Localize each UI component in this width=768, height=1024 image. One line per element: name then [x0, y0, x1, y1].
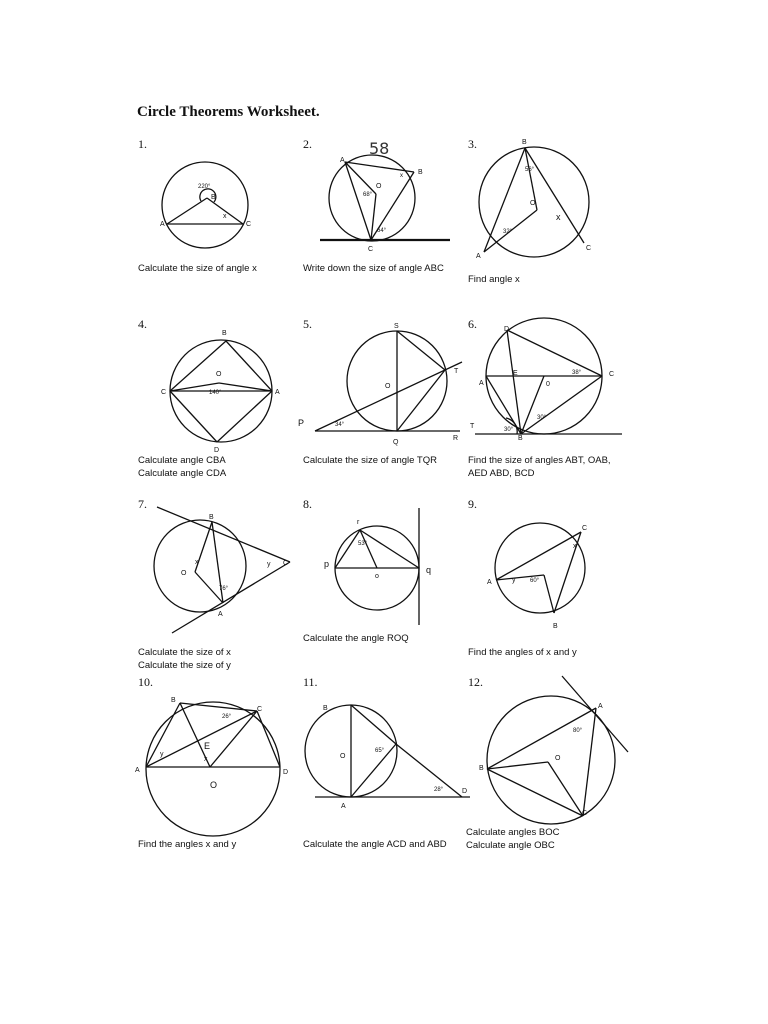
problem-number-7: 7.	[138, 497, 147, 511]
point-label-a: A	[218, 611, 223, 618]
point-label-o: O	[340, 753, 346, 760]
point-label-o: O	[530, 200, 536, 207]
point-label-q: q	[426, 565, 432, 575]
problem-9-question: Find the angles of x and y	[468, 647, 577, 658]
angle-label: 30°	[537, 415, 547, 421]
point-label-a: A	[341, 803, 346, 810]
point-label-a: A	[275, 389, 280, 396]
point-label-c: C	[368, 246, 374, 253]
point-label-e: E	[204, 741, 211, 751]
point-label-d: D	[504, 326, 510, 333]
handwritten-answer: 58	[369, 139, 390, 158]
point-label-b: B	[518, 435, 523, 442]
point-label-a: A	[340, 157, 345, 164]
problem-3-question: Find angle x	[468, 274, 520, 285]
point-label-b: B	[209, 514, 214, 521]
problem-number-5: 5.	[303, 317, 312, 331]
problem-number-6: 6.	[468, 317, 477, 331]
point-label-d: D	[214, 447, 220, 454]
point-label-b: B	[323, 705, 328, 712]
angle-y-label: y	[512, 577, 516, 584]
point-label-b: B	[222, 330, 227, 337]
angle-label: 30°	[504, 427, 514, 433]
point-label-o: O	[216, 371, 222, 378]
angle-x-label: x	[556, 212, 561, 222]
point-label-a: A	[160, 221, 165, 228]
problem-11-question: Calculate the angle ACD and ABD	[303, 839, 447, 850]
angle-x-label: x	[573, 543, 577, 550]
point-label-o: 0	[546, 381, 550, 388]
angle-x-label: x	[223, 213, 227, 220]
problem-6-question: Find the size of angles ABT, OAB, AED ABD, BCD	[468, 455, 611, 479]
problem-7-question: Calculate the size of x Calculate the size of y	[138, 647, 231, 671]
angle-label: 64°	[377, 228, 387, 234]
page-title: Circle Theorems Worksheet.	[137, 104, 320, 120]
diagram-3	[476, 139, 591, 260]
angle-y-label: y	[267, 561, 271, 568]
angle-x-label: x	[400, 173, 403, 179]
problem-number-2: 2.	[303, 137, 312, 151]
diagram-10	[135, 697, 288, 836]
angle-x-label: x	[204, 756, 208, 763]
point-label-b: B	[553, 623, 558, 630]
point-label-r: r	[357, 519, 360, 526]
point-label-c: C	[582, 810, 588, 817]
diagram-2	[320, 139, 450, 253]
problem-number-4: 4.	[138, 317, 147, 331]
angle-y-label: y	[160, 751, 164, 758]
point-label-t: T	[454, 368, 459, 375]
point-label-c: C	[609, 371, 615, 378]
diagram-1	[160, 162, 251, 248]
point-label-d: D	[283, 769, 289, 776]
problem-number-11: 11.	[303, 675, 318, 689]
problem-number-1: 1.	[138, 137, 147, 151]
diagram-7	[154, 507, 290, 633]
point-label-b: B	[479, 765, 484, 772]
problem-1-question: Calculate the size of angle x	[138, 263, 257, 274]
problem-2-question: Write down the size of angle ABC	[303, 263, 444, 274]
diagram-12	[479, 676, 628, 824]
problem-8-question: Calculate the angle ROQ	[303, 633, 409, 644]
point-label-b: B	[418, 169, 423, 176]
point-label-a: A	[479, 380, 484, 387]
diagram-5	[298, 323, 462, 446]
point-label-c: C	[246, 221, 252, 228]
point-label-c: C	[283, 560, 289, 567]
diagram-6	[470, 318, 622, 442]
point-label-b: B	[171, 697, 176, 704]
angle-label: 140°	[209, 390, 222, 396]
angle-label: 56°	[525, 167, 535, 173]
point-label-a: A	[598, 703, 603, 710]
angle-x-label: x	[195, 559, 199, 566]
diagram-9	[487, 523, 587, 630]
angle-label: 32°	[503, 229, 513, 235]
angle-label: 65°	[375, 748, 385, 754]
diagram-11	[305, 705, 470, 810]
point-label-a: A	[487, 579, 492, 586]
point-label-o: o	[375, 573, 379, 580]
problem-12-question: Calculate angles BOC Calculate angle OBC	[466, 827, 560, 851]
angle-label: 220°	[198, 184, 211, 190]
point-label-p: P	[298, 418, 305, 428]
point-label-c: C	[586, 245, 592, 252]
problem-5-question: Calculate the size of angle TQR	[303, 455, 437, 466]
point-label-o: O	[181, 570, 187, 577]
point-label-t: T	[470, 423, 475, 430]
angle-label: 26°	[222, 714, 232, 720]
point-label-c: C	[161, 389, 167, 396]
angle-label: 68°	[363, 192, 373, 198]
point-label-o: O	[210, 780, 218, 790]
point-label-o: O	[385, 383, 391, 390]
point-label-c: C	[582, 525, 588, 532]
angle-label: 76°	[219, 586, 229, 592]
point-label-r: R	[453, 435, 459, 442]
angle-label: 34°	[335, 422, 345, 428]
diagram-4	[161, 330, 280, 454]
angle-label: 38°	[572, 370, 582, 376]
point-label-o: O	[555, 755, 561, 762]
problem-number-3: 3.	[468, 137, 477, 151]
problem-number-8: 8.	[303, 497, 312, 511]
point-label-a: A	[476, 253, 481, 260]
problem-number-9: 9.	[468, 497, 477, 511]
point-label-p: p	[324, 559, 330, 569]
point-label-q: Q	[393, 439, 399, 446]
point-label-s: S	[394, 323, 399, 330]
angle-label: 28°	[434, 787, 444, 793]
point-label-o: O	[376, 183, 382, 190]
point-label-b: B	[522, 139, 527, 146]
problem-number-10: 10.	[138, 675, 153, 689]
point-label-a: A	[135, 767, 140, 774]
point-label-e: E	[513, 370, 518, 377]
point-label-c: C	[257, 706, 263, 713]
problem-4-question: Calculate angle CBA Calculate angle CDA	[138, 455, 227, 479]
angle-label: 60°	[530, 578, 540, 584]
problem-10-question: Find the angles x and y	[138, 839, 237, 850]
point-label-d: D	[462, 788, 468, 795]
angle-label: 53°	[358, 541, 368, 547]
point-label-b: B	[211, 194, 216, 201]
problem-number-12: 12.	[468, 675, 483, 689]
angle-label: 80°	[573, 728, 583, 734]
diagram-8	[324, 508, 431, 625]
